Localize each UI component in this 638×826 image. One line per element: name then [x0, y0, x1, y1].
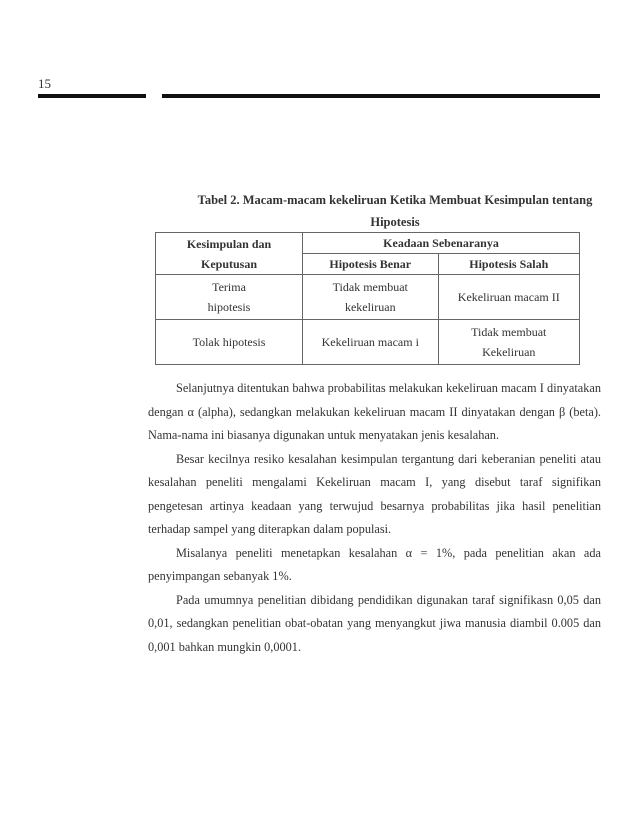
- header-cell-actual-state: Keadaan Sebenaranya: [303, 233, 580, 254]
- header-rule-right: [162, 94, 600, 98]
- paragraph: Besar kecilnya resiko kesalahan kesimpulan tergantung dari keberanian peneliti atau kesalahan peneliti mengalami Kekeliruan macam I, yang disebut taraf signifikan pengetesan artinya keadaan yang terwujud besarnya probabilitas jika hasil penelitian terhadap sampel yang diterapkan dalam populasi.: [148, 451, 601, 536]
- page-number: 15: [38, 76, 51, 91]
- table-row: [156, 320, 580, 365]
- table-caption: [190, 189, 600, 233]
- table-row: [156, 275, 580, 320]
- cell-line-2: Kekeliruan: [482, 345, 536, 359]
- header-conclusion-line-2: Keputusan: [200, 256, 258, 271]
- cell-line-1: Tidak membuat: [332, 280, 408, 294]
- hypothesis-error-table: [155, 232, 580, 365]
- row-label-accept: [156, 275, 303, 320]
- cell-no-error: [438, 320, 579, 365]
- header-cell-hypothesis-false: Hipotesis Salah: [438, 254, 579, 275]
- paragraph: Misalanya peneliti menetapkan kesalahan α = 1%, pada penelitian akan ada penyimpangan sebanyak 1%.: [148, 545, 601, 583]
- paragraph: Selanjutnya ditentukan bahwa probabilitas melakukan kekeliruan macam I dinyatakan dengan α (alpha), sedangkan melakukan kekeliruan macam II dinyatakan dengan β (beta). Nama-nama ini biasanya digunakan untuk menyatakan jenis kesalahan.: [148, 381, 601, 442]
- caption-line-2: Hipotesis: [370, 215, 420, 229]
- cell-line-1: Tidak membuat: [471, 325, 547, 339]
- header-cell-hypothesis-true: Hipotesis Benar: [303, 254, 439, 275]
- row-label-line-2: hipotesis: [207, 300, 251, 314]
- cell-no-error: [303, 275, 439, 320]
- header-cell-conclusion: [156, 233, 303, 275]
- row-label-reject: Tolak hipotesis: [156, 320, 303, 365]
- cell-type-i-error: Kekeliruan macam i: [303, 320, 439, 365]
- header-rule-left: [38, 94, 146, 98]
- header-conclusion-line-1: Kesimpulan dan: [186, 236, 272, 251]
- cell-line-2: kekeliruan: [344, 300, 396, 314]
- table-header-row-1: [156, 233, 580, 254]
- caption-line-1: Tabel 2. Macam-macam kekeliruan Ketika Membuat Kesimpulan tentang: [197, 193, 593, 207]
- row-label-line-1: Terima: [212, 280, 246, 294]
- paragraph: Pada umumnya penelitian dibidang pendidikan digunakan taraf signifikasn 0,05 dan 0,01, sedangkan penelitian obat-obatan yang menyangkut jiwa manusia diambil 0.005 dan 0,001 bahkan mungkin 0,0001.: [148, 592, 601, 654]
- body-text: [148, 377, 601, 659]
- cell-type-ii-error: Kekeliruan macam II: [438, 275, 579, 320]
